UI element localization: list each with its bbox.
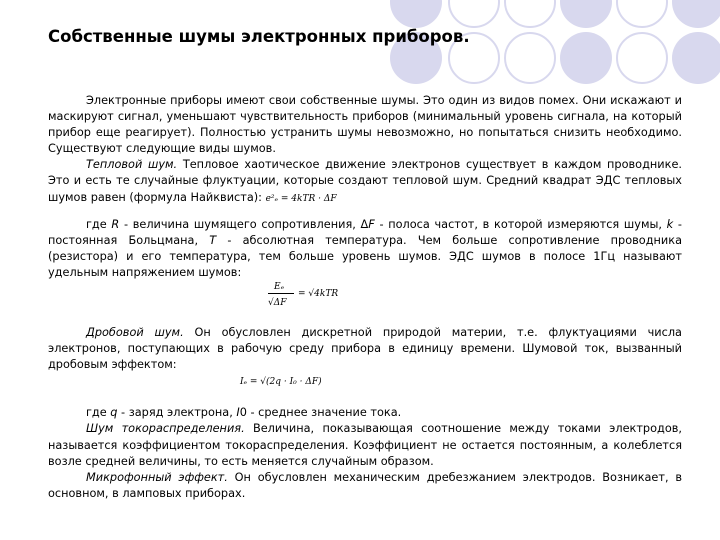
- circle-ring: [504, 32, 556, 84]
- paragraph-thermal-noise: Тепловой шум. Тепловое хаотическое движение электронов существует в каждом проводнике. Это и есть те случайные флуктуации, которые создают тепловой шум. Средний квадрат ЭДС тепловых шумов равен (формула Найквиста): e²ₑ = 4kTR · ΔF: [48, 158, 682, 204]
- page-title: Собственные шумы электронных приборов.: [48, 27, 470, 46]
- circle-filled: [560, 0, 612, 28]
- spacer: [48, 395, 682, 405]
- document-body: [48, 93, 682, 502]
- term-shot-noise: Дробовой шум.: [86, 326, 184, 340]
- formula-nyquist: e²ₑ = 4kTR · ΔF: [265, 193, 337, 204]
- circle-ring: [448, 0, 500, 28]
- formula-specific-noise: Eₑ √ΔF = √4kTR: [268, 282, 339, 309]
- circle-ring: [616, 32, 668, 84]
- circle-filled: [390, 0, 442, 28]
- term-distribution-noise: Шум токораспределения.: [86, 422, 245, 436]
- paragraph-distribution-noise: Шум токораспределения. Величина, показывающая соотношение между токами электродов, называется коэффициентом токораспределения. Коэффициент не остается постоянным, а колеблется возле средней величины, то есть меняется случайным образом.: [48, 422, 682, 468]
- formula-shot-noise: Iₑ = √(2q · I₀ · ΔF): [240, 377, 322, 388]
- spacer: [48, 311, 682, 325]
- spacer: [48, 207, 682, 217]
- paragraph-microphonic-effect: Микрофонный эффект. Он обусловлен механическим дребезжанием электродов. Возникает, в основном, в ламповых приборах.: [48, 470, 683, 500]
- circle-filled: [672, 0, 720, 28]
- paragraph-shot-noise: Дробовой шум. Он обусловлен дискретной природой материи, т.е. флуктуациями числа электронов, поступающих в рабочую среду прибора в единицу времени. Шумовой ток, вызванный дробовым эффектом:: [48, 326, 682, 372]
- circle-ring: [504, 0, 556, 28]
- circle-filled: [672, 32, 720, 84]
- paragraph-intro: Электронные приборы имеют свои собственные шумы. Это один из видов помех. Они искажают и маскируют сигнал, уменьшают чувствительность приборов (минимальный уровень сигнала, на который прибор еще реагирует). Полностью устранить шумы невозможно, но попытаться снизить необходимо. Существуют следующие виды шумов.: [48, 94, 682, 156]
- paragraph-shot-explanation: где q - заряд электрона, I0 - среднее значение тока.: [86, 406, 402, 420]
- paragraph-thermal-explanation: где R - величина шумящего сопротивления, ΔF - полоса частот, в которой измеряются шумы, k - постоянная Больцмана, T - абсолютная температура. Чем больше сопротивление проводника (резистора) и его температура, тем больше уровень шумов. ЭДС шумов в полосе 1Гц называют удельным напряжением шумов:: [48, 217, 682, 279]
- term-microphonic-effect: Микрофонный эффект.: [86, 470, 228, 484]
- circle-ring: [616, 0, 668, 28]
- circle-filled: [560, 32, 612, 84]
- term-thermal-noise: Тепловой шум.: [86, 158, 178, 172]
